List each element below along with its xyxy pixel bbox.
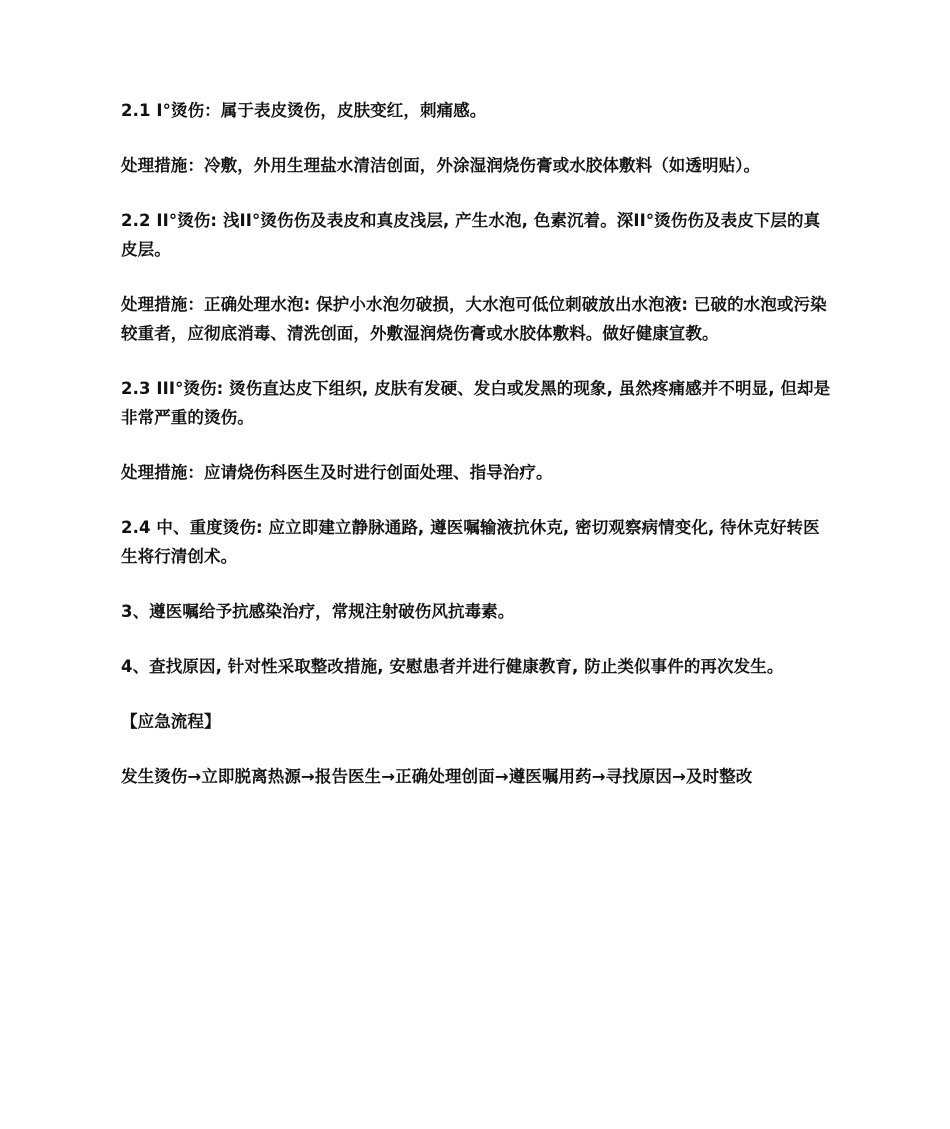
- document-body: [121, 96, 833, 817]
- paragraph-4: 4、查找原因, 针对性采取整改措施, 安慰患者并进行健康教育, 防止类似事件的再次发生。: [121, 657, 784, 676]
- paragraph-2-4-heading: 2.4 中、重度烫伤: 应立即建立静脉通路, 遵医嘱输液抗休克, 密切观察病情变化, 待休克好转医生将行清创术。: [121, 518, 820, 566]
- paragraph-2-3-heading: 2.3 III°烫伤: 烫伤直达皮下组织, 皮肤有发硬、发白或发黑的现象, 虽然疼痛感并不明显, 但却是非常严重的烫伤。: [121, 379, 831, 427]
- section-heading-emergency-flow: 【应急流程】: [121, 712, 221, 731]
- paragraph-2-2-heading: 2.2 II°烫伤: 浅II°烫伤伤及表皮和真皮浅层, 产生水泡, 色素沉着。深II°烫伤伤及表皮下层的真皮层。: [121, 211, 821, 259]
- paragraph-2-2-treatment: 处理措施：正确处理水泡: 保护小水泡勿破损，大水泡可低位刺破放出水泡液: 已破的水泡或污染较重者，应彻底消毒、清洗创面，外敷湿润烧伤膏或水胶体敷料。做好健康宣教。: [121, 295, 827, 343]
- paragraph-3: 3、遵医嘱给予抗感染治疗，常规注射破伤风抗毒素。: [121, 602, 515, 621]
- emergency-flow-text: 发生烫伤→立即脱离热源→报告医生→正确处理创面→遵医嘱用药→寻找原因→及时整改: [121, 767, 753, 786]
- paragraph-2-1-treatment: 处理措施：冷敷，外用生理盐水清洁创面，外涂湿润烧伤膏或水胶体敷料（如透明贴）。: [121, 156, 761, 175]
- paragraph-2-3-treatment: 处理措施：应请烧伤科医生及时进行创面处理、指导治疗。: [121, 463, 553, 482]
- paragraph-2-1-heading: 2.1 I°烫伤：属于表皮烫伤，皮肤变红，刺痛感。: [121, 101, 487, 120]
